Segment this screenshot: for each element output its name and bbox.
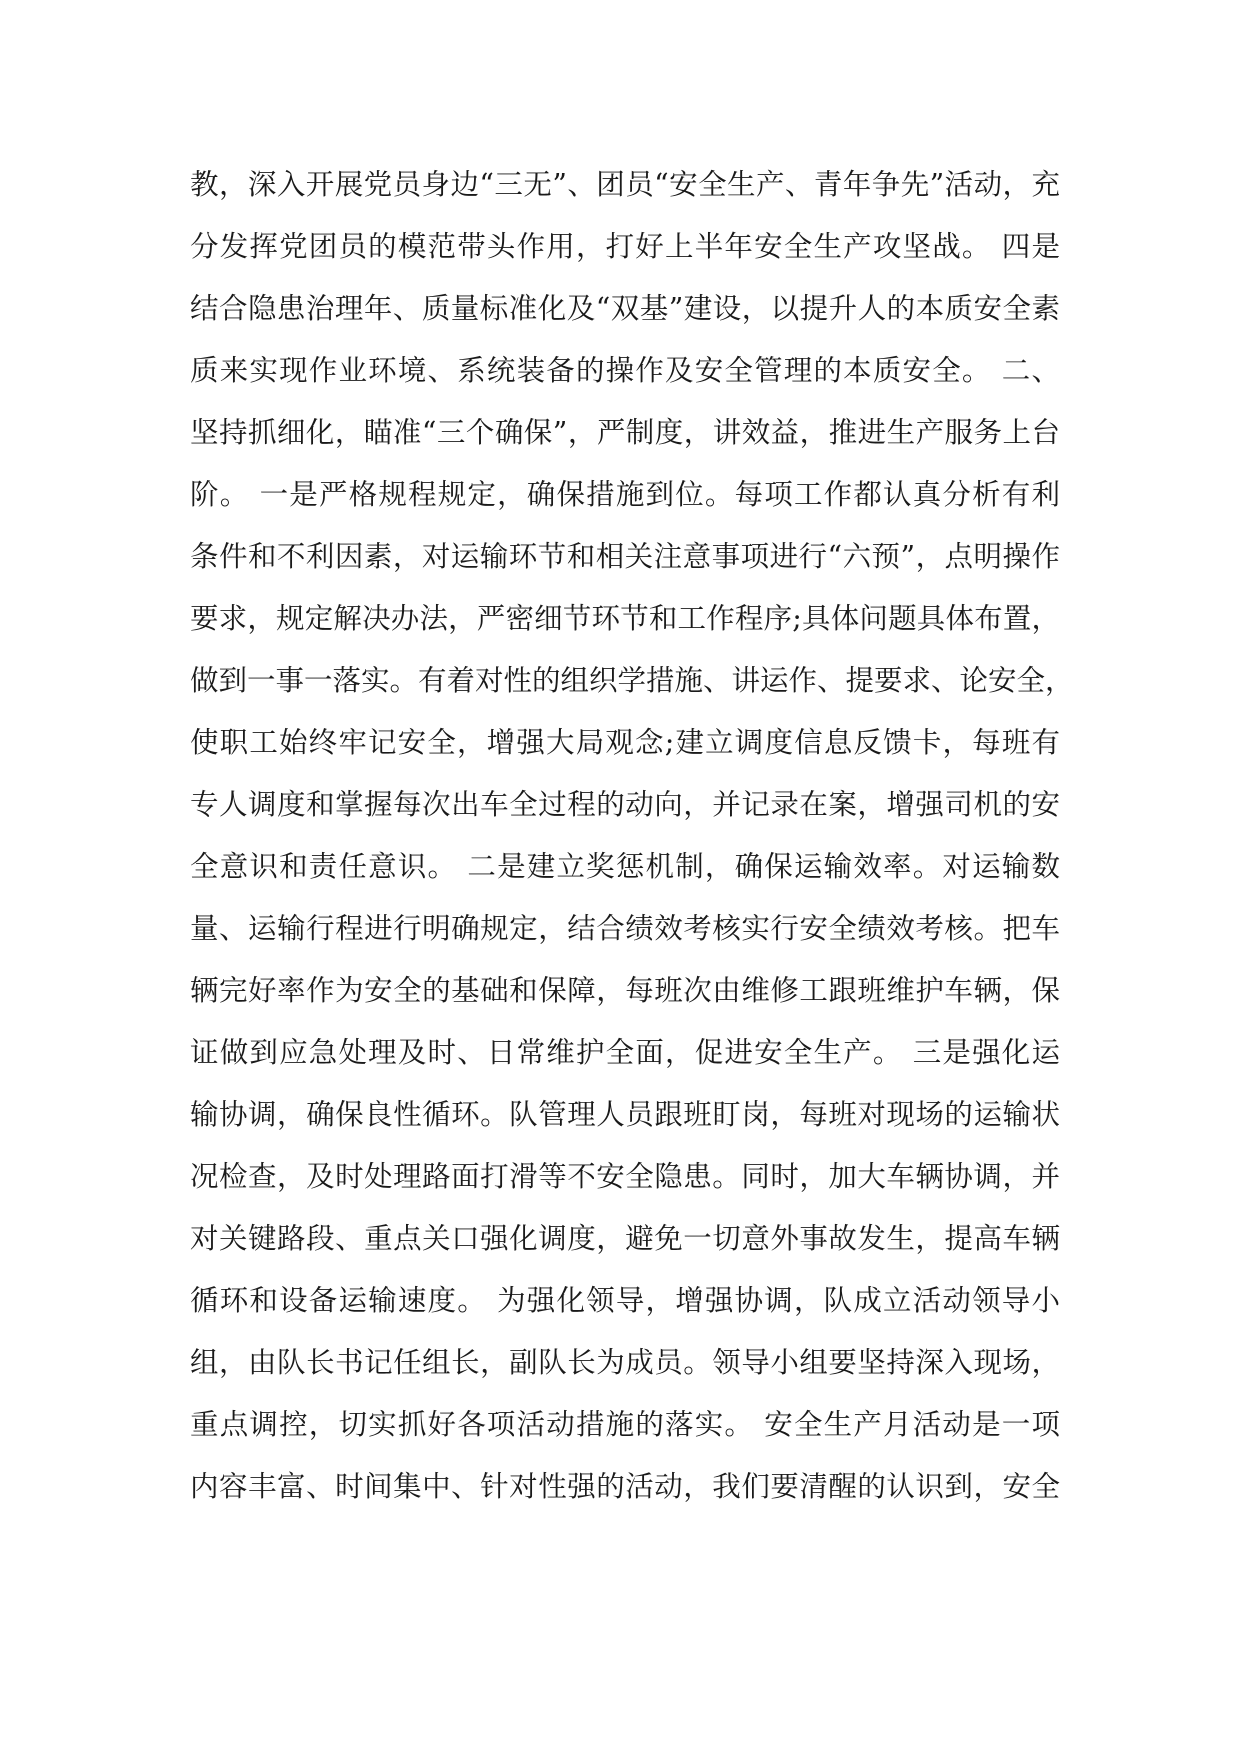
text-line-13: 量、运输行程进行明确规定，结合绩效考核实行安全绩效考核。把车	[190, 912, 1060, 945]
text-line-12: 全意识和责任意识。 二是建立奖惩机制，确保运输效率。对运输数	[190, 850, 1060, 883]
text-line-2: 分发挥党团员的模范带头作用，打好上半年安全生产攻坚战。 四是	[190, 230, 1060, 263]
text-line-15: 证做到应急处理及时、日常维护全面，促进安全生产。 三是强化运	[190, 1036, 1060, 1069]
text-line-4: 质来实现作业环境、系统装备的操作及安全管理的本质安全。 二、	[190, 354, 1060, 387]
text-line-3: 结合隐患治理年、质量标准化及“双基”建设，以提升人的本质安全素	[190, 292, 1060, 325]
text-line-11: 专人调度和掌握每次出车全过程的动向，并记录在案，增强司机的安	[190, 788, 1060, 821]
text-line-7: 条件和不利因素，对运输环节和相关注意事项进行“六预”，点明操作	[190, 540, 1060, 573]
body-text	[190, 154, 1074, 1518]
text-line-16: 输协调，确保良性循环。队管理人员跟班盯岗，每班对现场的运输状	[190, 1098, 1060, 1131]
text-line-10: 使职工始终牢记安全，增强大局观念;建立调度信息反馈卡，每班有	[190, 726, 1060, 759]
text-line-6: 阶。 一是严格规程规定，确保措施到位。每项工作都认真分析有利	[190, 478, 1060, 511]
text-line-1: 教，深入开展党员身边“三无”、团员“安全生产、青年争先”活动，充	[190, 168, 1060, 201]
text-line-21: 重点调控，切实抓好各项活动措施的落实。 安全生产月活动是一项	[190, 1408, 1060, 1441]
text-line-14: 辆完好率作为安全的基础和保障，每班次由维修工跟班维护车辆，保	[190, 974, 1060, 1007]
text-line-22: 内容丰富、时间集中、针对性强的活动，我们要清醒的认识到，安全	[190, 1470, 1060, 1503]
text-line-20: 组，由队长书记任组长，副队长为成员。领导小组要坚持深入现场，	[190, 1346, 1060, 1379]
text-line-9: 做到一事一落实。有着对性的组织学措施、讲运作、提要求、论安全，	[190, 664, 1074, 697]
text-line-5: 坚持抓细化，瞄准“三个确保”，严制度，讲效益，推进生产服务上台	[190, 416, 1060, 449]
text-line-8: 要求，规定解决办法，严密细节环节和工作程序;具体问题具体布置，	[190, 602, 1060, 635]
text-line-17: 况检查，及时处理路面打滑等不安全隐患。同时，加大车辆协调，并	[190, 1160, 1060, 1193]
text-line-18: 对关键路段、重点关口强化调度，避免一切意外事故发生，提高车辆	[190, 1222, 1060, 1255]
text-line-19: 循环和设备运输速度。 为强化领导，增强协调，队成立活动领导小	[190, 1284, 1060, 1317]
